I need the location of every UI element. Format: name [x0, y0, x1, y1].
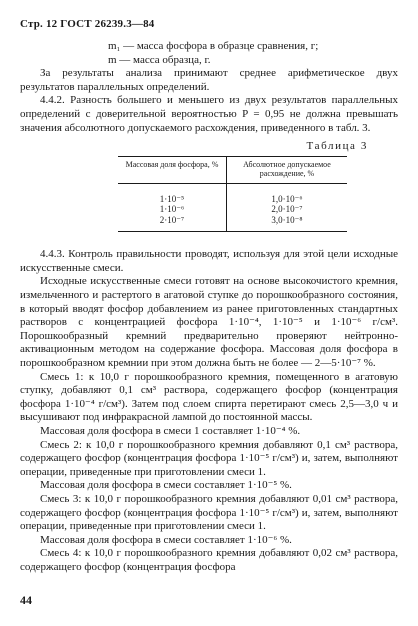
paragraph-result: За результаты анализа принимают среднее арифметическое двух результатов параллельных определений.	[20, 67, 398, 93]
paragraph-mixture-1-result: Массовая доля фосфора в смеси 1 составляет 1·10⁻⁴ %.	[40, 424, 301, 437]
definition-m1: m₁ — масса фосфора в образце сравнения, г;	[108, 40, 319, 52]
table-cell: 2·10⁻⁷	[118, 215, 227, 232]
table-caption: Таблица 3	[306, 140, 368, 153]
table-cell: 2,0·10⁻⁷	[271, 204, 303, 215]
table-row	[118, 215, 347, 232]
page-body	[20, 40, 398, 575]
table-cell: 1·10⁻⁵	[118, 183, 227, 204]
table-row	[118, 183, 347, 204]
table-cell: 3,0·10⁻⁸	[227, 215, 348, 232]
paragraph-mixture-1: Смесь 1: к 10,0 г порошкообразного кремния, помещенного в агатовую ступку, добавляют 0,1 см³ раствора, содержащего фосфор (концентрация фосфора 1·10⁻⁴ г/см³). Затем под слоем спирта перетирают смесь 2,5—3,0 ч и высушивают под инфракрасной лампой до постоянной массы.	[20, 370, 398, 424]
paragraph-mixture-2-result: Массовая доля фосфора в смеси составляет 1·10⁻⁵ %.	[40, 479, 292, 492]
table-header-tolerance: Абсолютное допускаемое расхождение, %	[227, 156, 348, 183]
paragraph-mixture-3: Смесь 3: к 10,0 г порошкообразного кремния добавляют 0,01 см³ раствора, содержащего фосфор (концентрация фосфора 1·10⁻⁵ г/см³) и, затем, выполняют операции, приведенные при приготовлении смеси 1.	[20, 492, 398, 533]
paragraph-4-4-2: 4.4.2. Разность большего и меньшего из двух результатов параллельных определений с доверительной вероятностью P = 0,95 не должна превышать значения абсолютного допускаемого расхождения, приведенного в табл. 3.	[20, 94, 398, 134]
paragraph-mixture-3-result: Массовая доля фосфора в смеси составляет 1·10⁻⁶ %.	[40, 533, 292, 546]
page-header: Стр. 12 ГОСТ 26239.3—84	[20, 18, 155, 30]
paragraph-4-4-3: 4.4.3. Контроль правильности проводят, используя для этой цели исходные искусственные смеси.	[20, 248, 398, 274]
page-number: 44	[20, 593, 32, 607]
definition-m: m — масса образца, г.	[108, 53, 211, 66]
table-header-mass-fraction: Массовая доля фосфора, %	[118, 156, 227, 183]
table-cell: 1·10⁻⁶	[118, 204, 227, 215]
paragraph-mixture-2: Смесь 2: к 10,0 г порошкообразного кремния добавляют 0,1 см³ раствора, содержащего фосфор (концентрация фосфора 1·10⁻⁵ г/см³) и, затем, выполняют операции, приведенные при приготовлении смеси 1.	[20, 438, 398, 478]
table-row	[118, 204, 347, 215]
table-3	[118, 156, 347, 233]
paragraph-mixtures-prep: Исходные искусственные смеси готовят на основе высокочистого кремния, измельченного и растертого в агатовой ступке до порошкообразного состояния, в который вводят фосфор добавлением из ранее приготовленных стандартных растворов с концентрацией фосфора 1·10⁻⁴, 1·10⁻⁵ и 1·10⁻⁶ г/см³. Порошкообразный кремний предварительно проверяют нейтронно-активационным методом на содержание фосфора. Массовая доля фосфора в порошкообразном кремнии при этом должна быть не более — 2—5·10⁻⁷ %.	[20, 275, 398, 369]
paragraph-mixture-4: Смесь 4: к 10,0 г порошкообразного кремния добавляют 0,02 см³ раствора, содержащего фосфор (концентрация фосфора	[20, 547, 398, 573]
table-cell: 1,0·10⁻⁶	[271, 193, 303, 204]
